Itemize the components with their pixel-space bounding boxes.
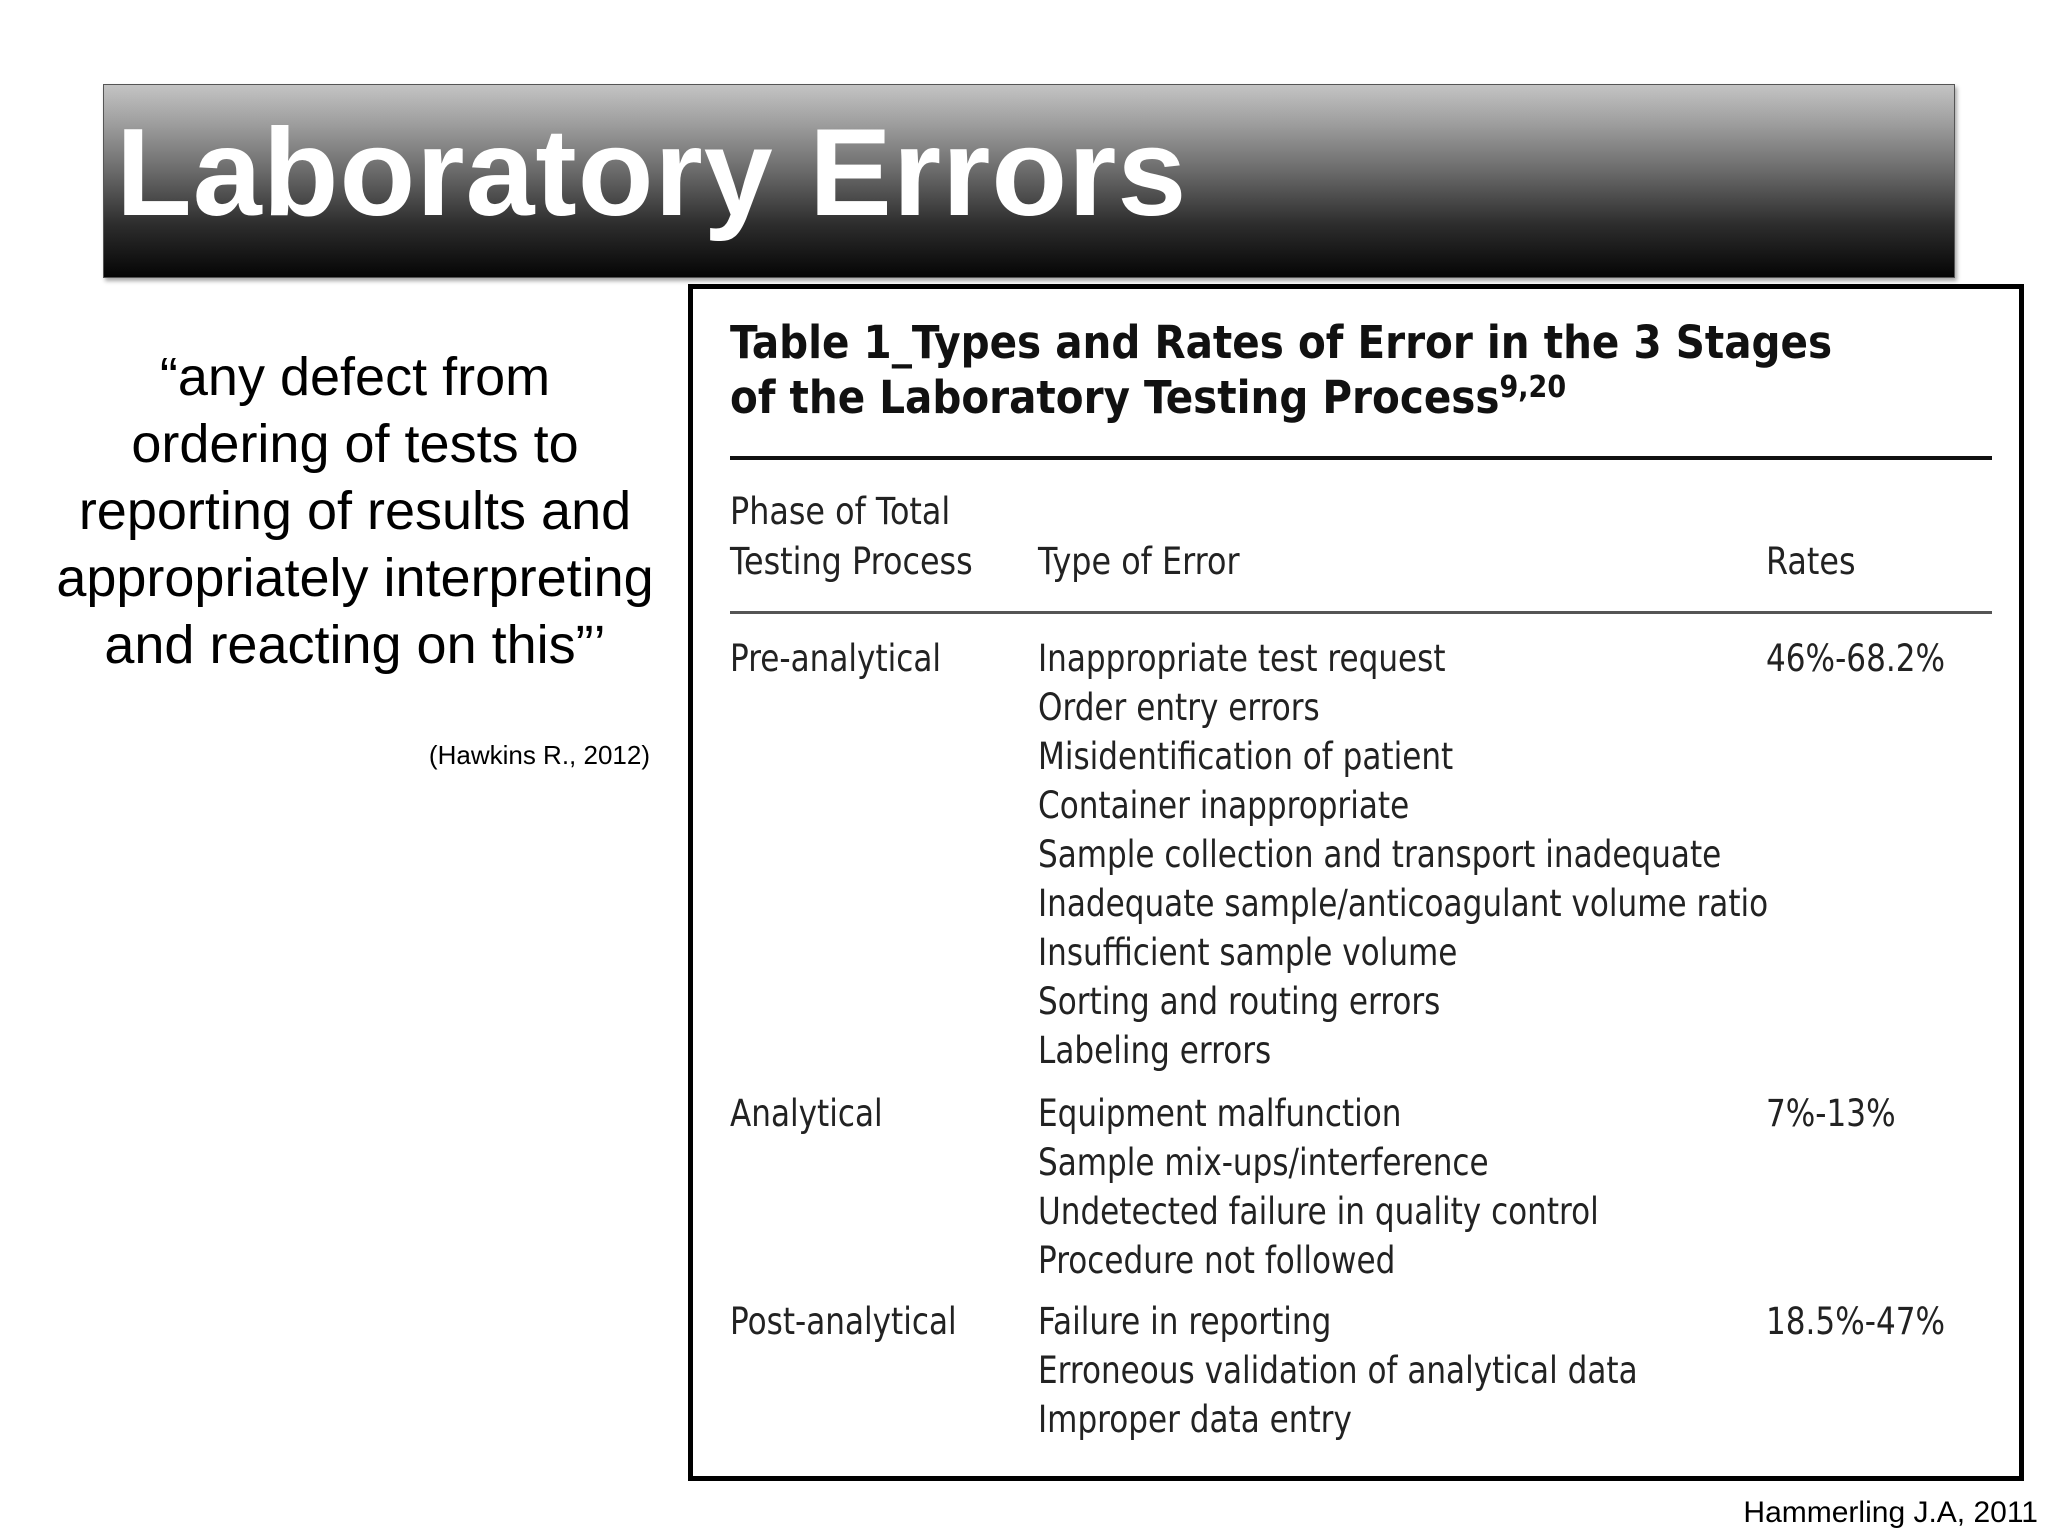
table-title-line-1: Table 1_Types and Rates of Error in the 3 Stages — [730, 316, 1833, 369]
table-top-rule — [730, 456, 1992, 460]
column-header-phase-line-1: Phase of Total — [730, 490, 951, 533]
row-error-list — [1038, 1089, 1599, 1285]
error-item: Inappropriate test request — [1038, 637, 1446, 680]
definition-quote: “any defect from ordering of tests to reporting of results and appropriately interpreting and reacting on this”’ — [56, 347, 654, 675]
error-item: Inadequate sample/anticoagulant volume ratio — [1038, 882, 1769, 925]
error-item: Failure in reporting — [1038, 1300, 1332, 1343]
row-rate: 7%-13% — [1766, 1092, 1896, 1135]
table-title-references: 9,20 — [1499, 370, 1567, 405]
slide-title: Laboratory Errors — [116, 104, 1188, 242]
error-item: Order entry errors — [1038, 686, 1320, 729]
row-rate: 18.5%-47% — [1766, 1300, 1946, 1343]
error-item: Insufficient sample volume — [1038, 931, 1458, 974]
row-phase: Analytical — [730, 1092, 883, 1135]
error-item: Container inappropriate — [1038, 784, 1410, 827]
table-title-line-2 — [730, 370, 1930, 425]
table-header-rule — [730, 611, 1992, 614]
quote-citation: (Hawkins R., 2012) — [428, 740, 650, 770]
column-header-rates: Rates — [1766, 540, 1856, 583]
error-item: Procedure not followed — [1038, 1239, 1396, 1282]
error-rates-table — [688, 284, 2024, 1481]
column-header-type: Type of Error — [1038, 540, 1240, 583]
error-item: Improper data entry — [1038, 1398, 1352, 1441]
row-phase: Post-analytical — [730, 1300, 957, 1343]
row-phase: Pre-analytical — [730, 637, 942, 680]
error-item: Equipment malfunction — [1038, 1092, 1402, 1135]
error-item: Undetected failure in quality control — [1038, 1190, 1599, 1233]
error-item: Labeling errors — [1038, 1029, 1272, 1072]
column-header-phase-line-2: Testing Process — [730, 540, 973, 583]
row-error-list — [1038, 1297, 1638, 1444]
error-item: Sample collection and transport inadequate — [1038, 833, 1722, 876]
error-item: Sample mix-ups/interference — [1038, 1141, 1489, 1184]
row-rate: 46%-68.2% — [1766, 637, 1946, 680]
title-bar — [103, 84, 1955, 278]
column-header-phase — [730, 487, 973, 587]
error-item: Sorting and routing errors — [1038, 980, 1441, 1023]
error-item: Misidentification of patient — [1038, 735, 1454, 778]
error-item: Erroneous validation of analytical data — [1038, 1349, 1638, 1392]
table-title — [730, 315, 1930, 425]
row-error-list — [1038, 634, 1768, 1075]
source-citation: Hammerling J.A, 2011 — [1743, 1496, 2038, 1529]
table-title-text: of the Laboratory Testing Process — [730, 371, 1500, 424]
